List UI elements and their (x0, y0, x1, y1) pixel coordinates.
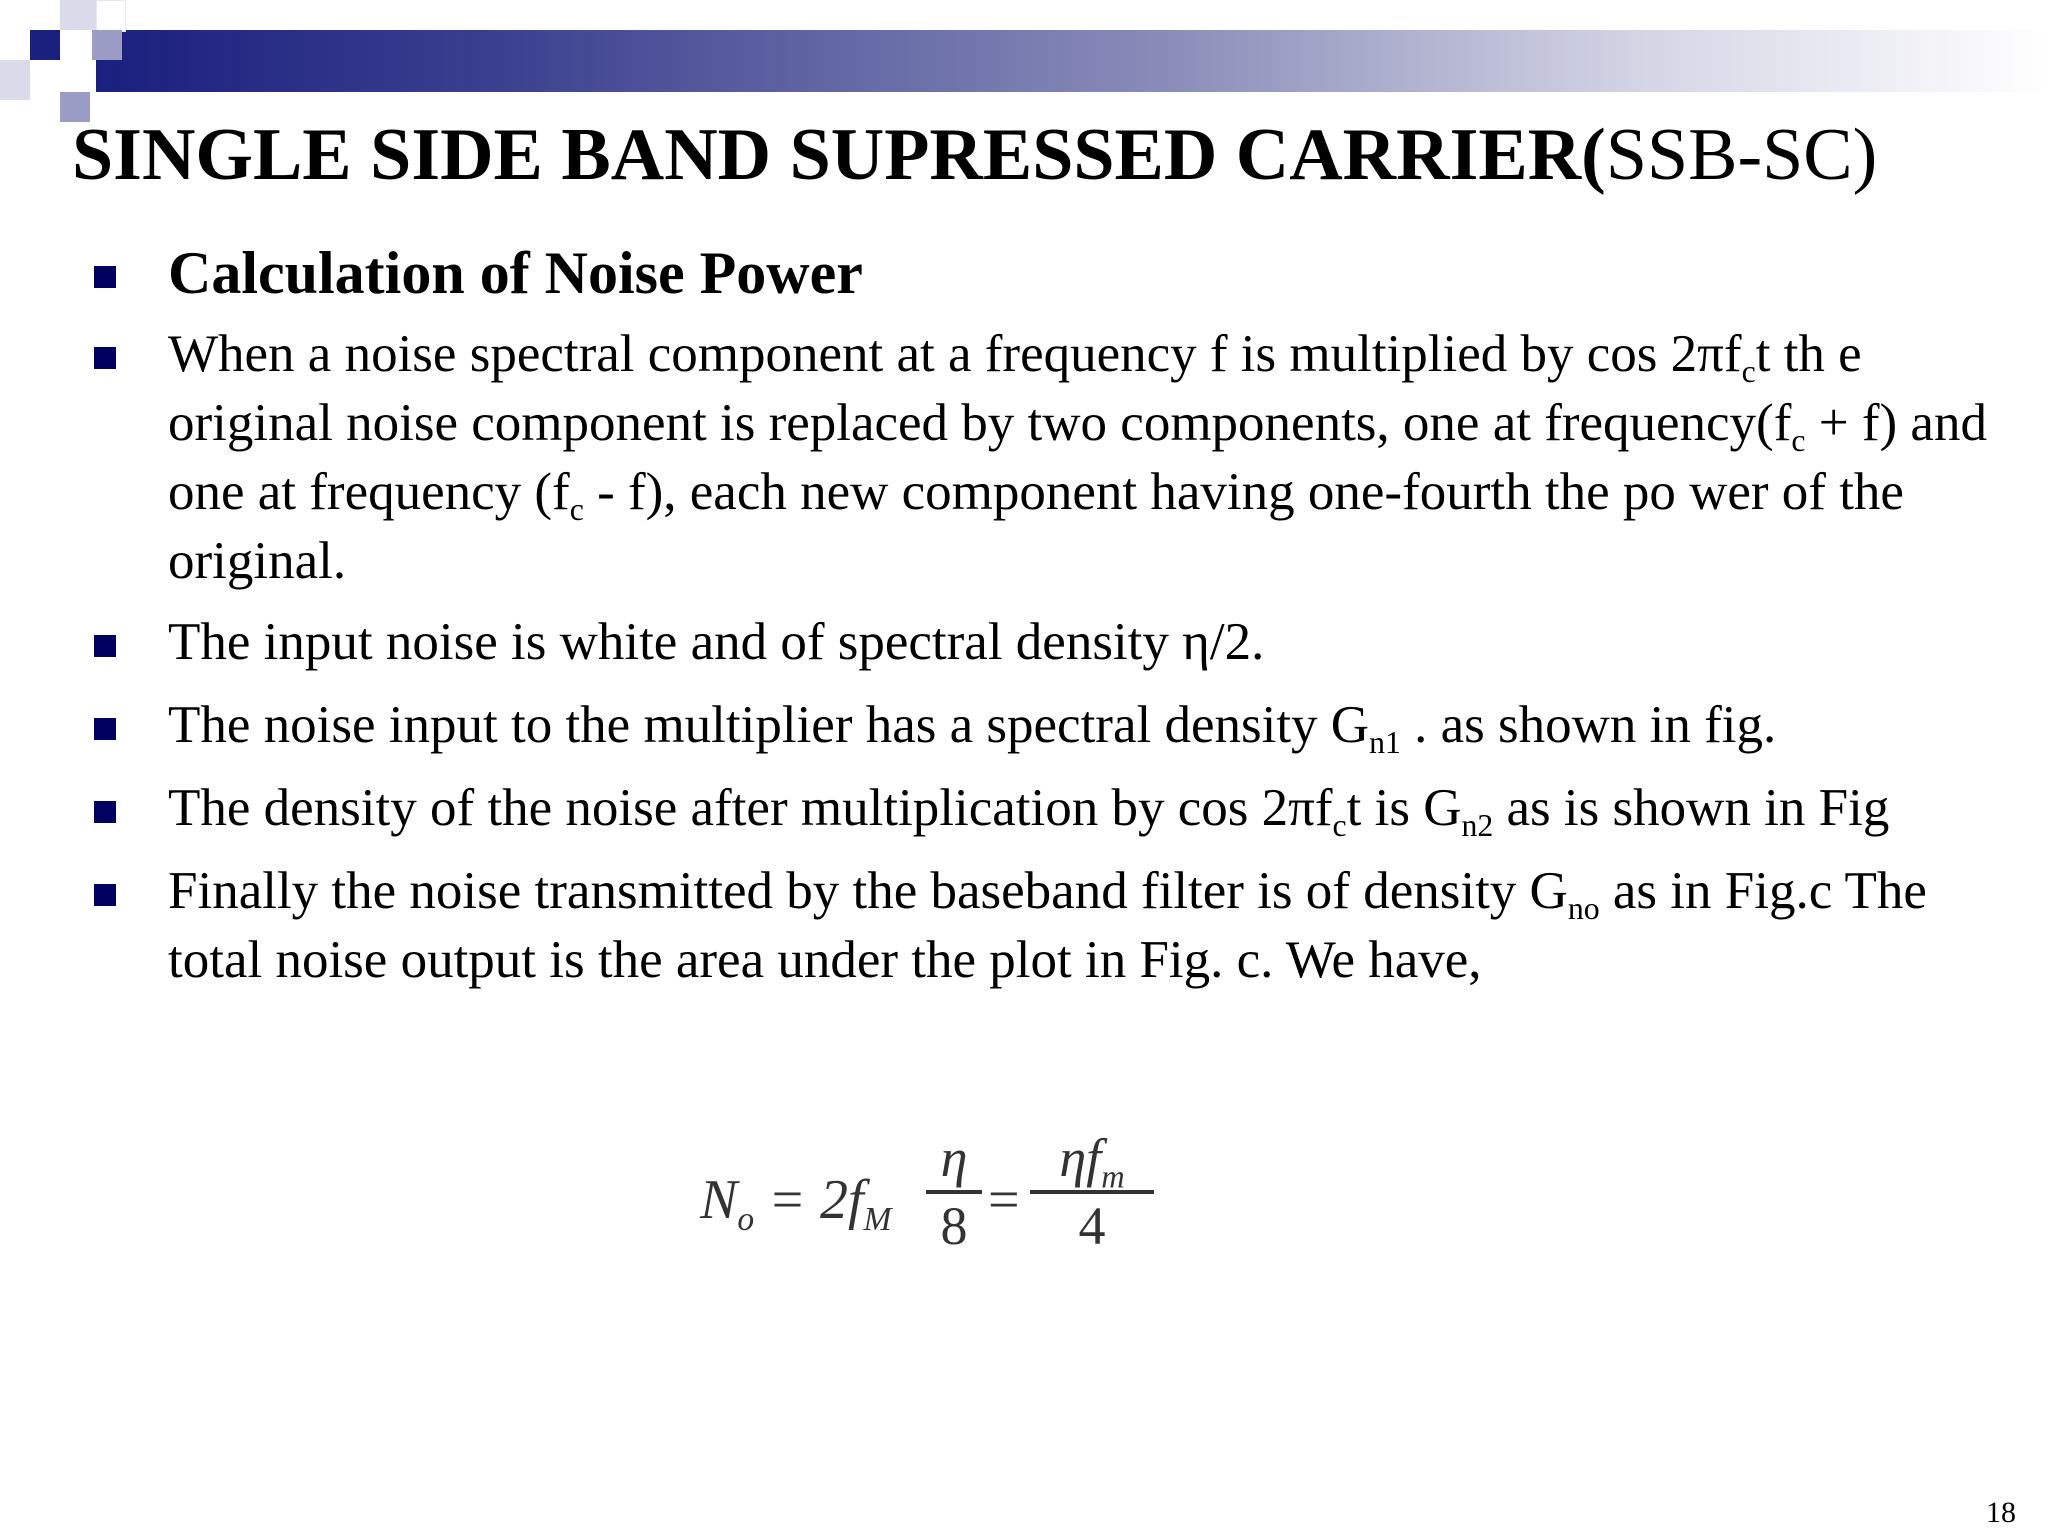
slide-title (72, 110, 2042, 200)
square-bullet-icon (94, 635, 116, 657)
subscript: c (1791, 423, 1806, 459)
list-item (90, 857, 2010, 995)
subscript: n1 (1369, 725, 1401, 761)
text-run: as is shown in Fig (1493, 779, 1890, 837)
page-number: 18 (1986, 1496, 2016, 1529)
formula-fraction (926, 1128, 982, 1256)
header-decor-square (60, 0, 96, 30)
list-item (90, 608, 2010, 677)
text-run: Finally the noise transmitted by the baseband filter is of density G (168, 862, 1568, 920)
header-gradient-bar (96, 30, 2048, 92)
square-bullet-icon (94, 801, 116, 823)
section-heading: Calculation of Noise Power (168, 240, 863, 306)
text-run: The noise input to the multiplier has a spectral density G (168, 696, 1370, 754)
formula-subscript: o (737, 1200, 755, 1238)
fraction-numerator (1030, 1128, 1154, 1196)
square-bullet-icon (94, 266, 116, 288)
formula-equals: = (988, 1169, 1020, 1231)
square-bullet-icon (94, 884, 116, 906)
list-item (90, 320, 2010, 596)
fraction-denominator: 4 (1078, 1196, 1106, 1256)
noise-power-formula (700, 1120, 1180, 1290)
formula-symbol: N (700, 1169, 738, 1231)
square-bullet-icon (94, 347, 116, 369)
text-run: - f), each new component having one-fourth the po wer of the original. (168, 463, 1904, 590)
text-run: + f) and one at frequency (f (168, 394, 1987, 521)
text-run: When a noise spectral component at a frequency f is multiplied by cos 2πf (168, 325, 1742, 383)
text-run: t is G (1346, 779, 1462, 837)
formula-symbol: = 2f (754, 1169, 864, 1231)
header-decor-square (0, 60, 30, 100)
text-run: as in Fig.c The total noise output is the area under the plot in Fig. c. We have, (168, 862, 1927, 989)
header-decor-square (30, 60, 60, 90)
header-decor-square (92, 30, 122, 60)
subscript: c (1332, 808, 1347, 844)
text-run: The input noise is white and of spectral density η/2. (168, 613, 1265, 671)
text-run: t th e original noise component is replaced by two components, one at frequency(f (168, 325, 1862, 452)
list-item-heading (90, 236, 2010, 310)
header-decor-square (96, 0, 126, 32)
fraction-numerator: η (940, 1128, 968, 1188)
header-decor-square (60, 60, 92, 92)
text-run: The density of the noise after multiplication by cos 2πf (168, 779, 1333, 837)
list-item (90, 774, 2010, 843)
subscript: n2 (1461, 808, 1494, 844)
fraction-bar (926, 1190, 982, 1194)
text-run: . as shown in fig. (1400, 696, 1777, 754)
list-item (90, 691, 2010, 760)
fraction-denominator: 8 (940, 1196, 968, 1256)
formula-symbol: ηf (1059, 1128, 1102, 1188)
formula-subscript: M (863, 1200, 892, 1238)
square-bullet-icon (94, 718, 116, 740)
slide-title-bold: SINGLE SIDE BAND SUPRESSED CARRIER( (72, 114, 1606, 196)
subscript: c (569, 492, 584, 528)
formula-lhs (700, 1168, 892, 1238)
header-decor-square (30, 30, 60, 60)
subscript: no (1567, 891, 1600, 927)
formula-subscript: m (1101, 1159, 1125, 1196)
subscript: c (1741, 354, 1756, 390)
formula-fraction (1030, 1128, 1154, 1256)
fraction-bar (1030, 1190, 1154, 1194)
slide-title-normal: SSB-SC) (1605, 114, 1878, 196)
bullet-list (90, 236, 2010, 995)
